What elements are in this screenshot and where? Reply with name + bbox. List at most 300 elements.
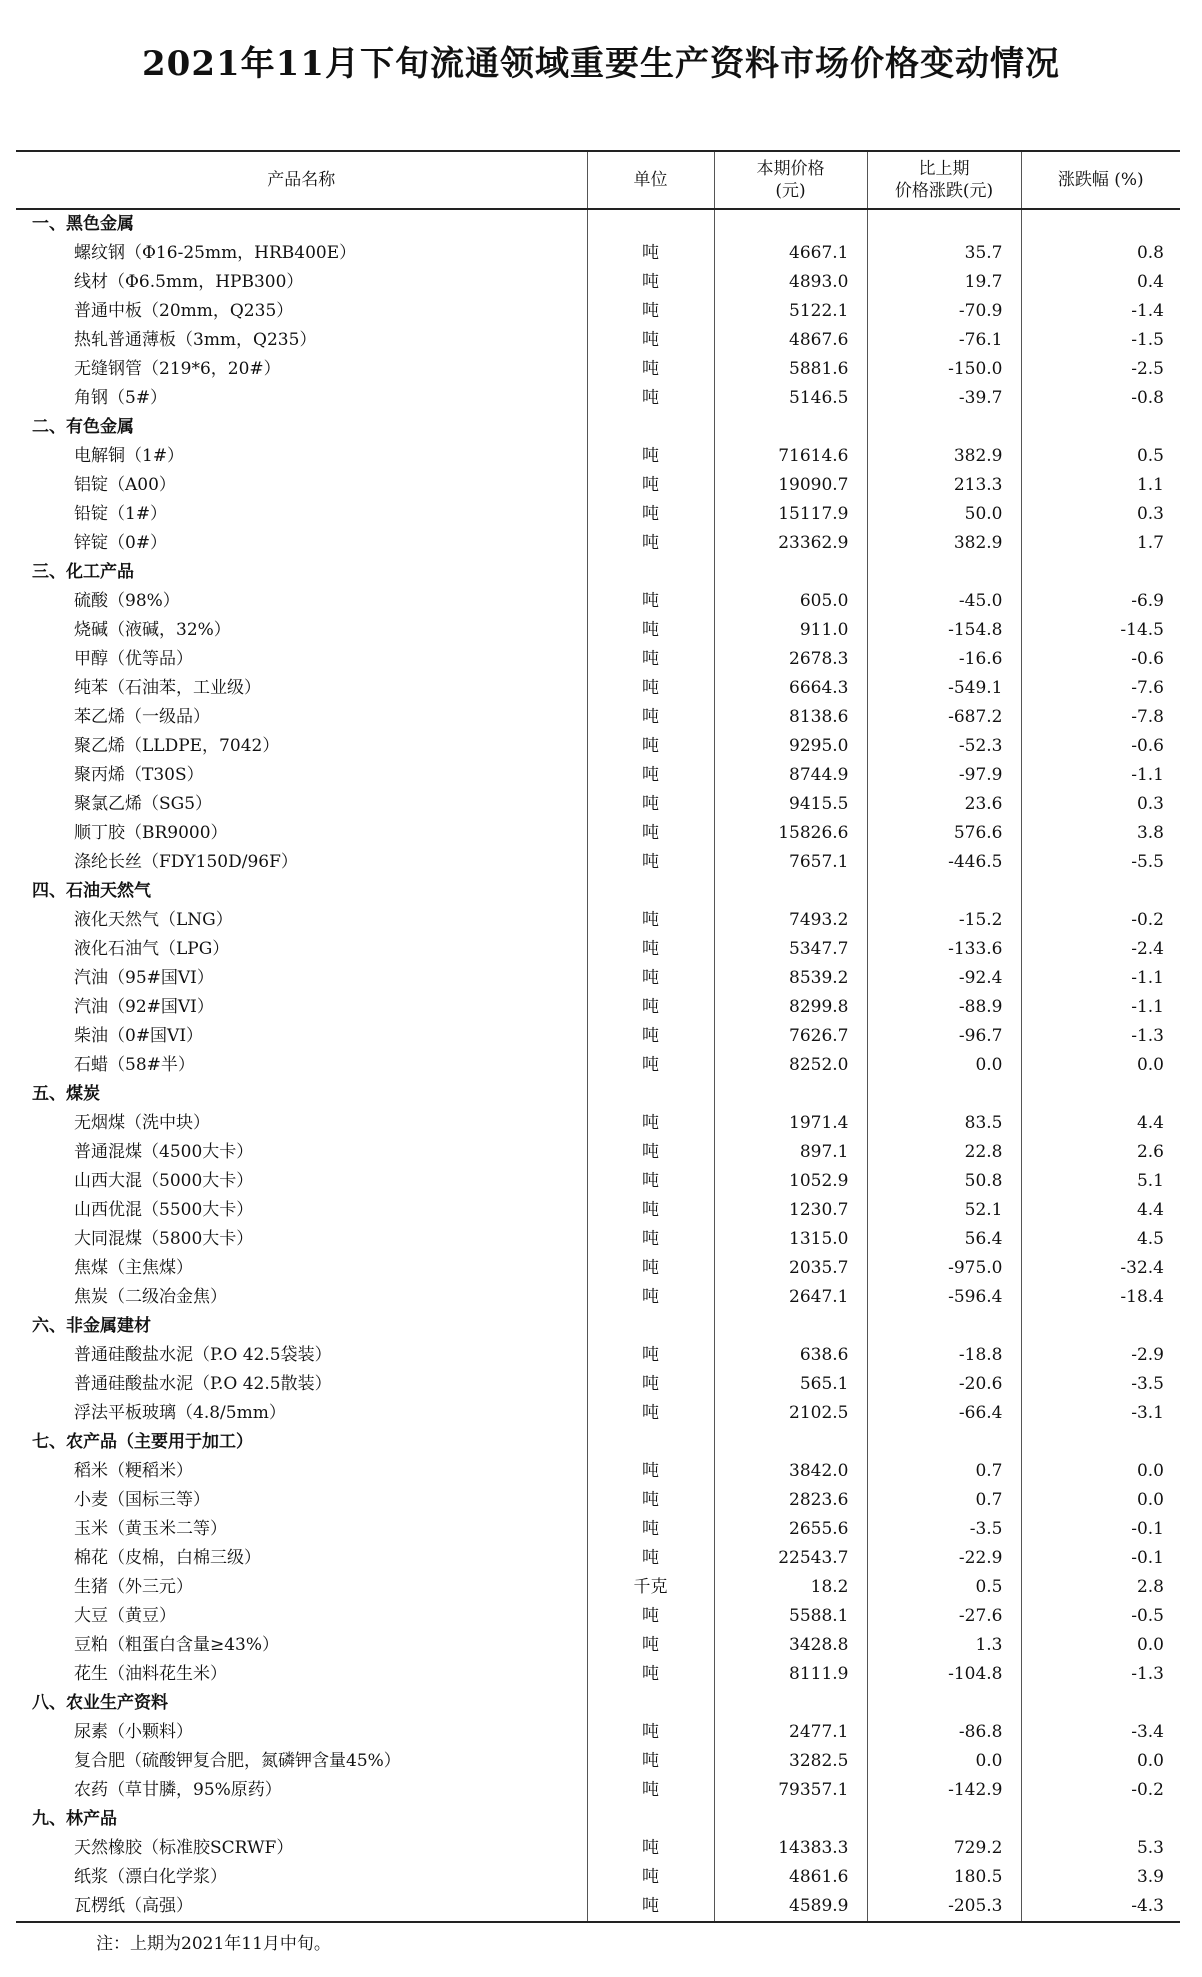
product-name-cell: 液化石油气（LPG） — [74, 939, 230, 959]
unit-cell — [587, 209, 714, 239]
product-name-cell: 普通混煤（4500大卡） — [74, 1142, 254, 1162]
table-row — [16, 790, 1180, 819]
product-name-cell: 焦煤（主焦煤） — [74, 1258, 193, 1278]
table-row — [16, 384, 1180, 413]
current-price-cell: 8111.9 — [714, 1660, 867, 1689]
unit-cell: 吨 — [587, 616, 714, 645]
header-current-price-line2: (元) — [775, 181, 806, 201]
current-price-cell: 8252.0 — [714, 1051, 867, 1080]
category-name-cell: 七、农产品（主要用于加工） — [32, 1432, 253, 1452]
unit-cell: 吨 — [587, 587, 714, 616]
category-row — [16, 1805, 1180, 1834]
price-change-cell: -18.8 — [867, 1341, 1021, 1370]
product-name-cell: 石蜡（58#半） — [74, 1055, 195, 1075]
current-price-cell: 4893.0 — [714, 268, 867, 297]
unit-cell: 吨 — [587, 297, 714, 326]
header-change-percent: 涨跌幅 (%) — [1021, 151, 1180, 209]
change-percent-cell — [1021, 1312, 1180, 1341]
unit-cell — [587, 558, 714, 587]
price-change-cell: -15.2 — [867, 906, 1021, 935]
current-price-cell: 8744.9 — [714, 761, 867, 790]
unit-cell: 吨 — [587, 935, 714, 964]
unit-cell: 吨 — [587, 1167, 714, 1196]
product-name-cell: 无烟煤（洗中块） — [74, 1113, 210, 1133]
table-row — [16, 732, 1180, 761]
table-row — [16, 1225, 1180, 1254]
unit-cell: 吨 — [587, 790, 714, 819]
price-change-cell — [867, 877, 1021, 906]
product-name-cell: 小麦（国标三等） — [74, 1490, 210, 1510]
table-row — [16, 848, 1180, 877]
category-name-cell: 九、林产品 — [32, 1809, 117, 1829]
product-name-cell: 热轧普通薄板（3mm，Q235） — [74, 330, 317, 350]
table-row — [16, 1747, 1180, 1776]
unit-cell — [587, 1080, 714, 1109]
price-change-cell: -596.4 — [867, 1283, 1021, 1312]
price-change-cell: -205.3 — [867, 1892, 1021, 1922]
price-change-cell: -20.6 — [867, 1370, 1021, 1399]
table-row — [16, 906, 1180, 935]
unit-cell: 吨 — [587, 384, 714, 413]
unit-cell: 吨 — [587, 1051, 714, 1080]
change-percent-cell: -0.1 — [1021, 1544, 1180, 1573]
table-row — [16, 1283, 1180, 1312]
price-change-cell: 0.7 — [867, 1486, 1021, 1515]
current-price-cell: 1230.7 — [714, 1196, 867, 1225]
price-change-cell — [867, 1805, 1021, 1834]
price-change-cell: -22.9 — [867, 1544, 1021, 1573]
unit-cell: 吨 — [587, 239, 714, 268]
change-percent-cell: 0.0 — [1021, 1486, 1180, 1515]
unit-cell — [587, 1689, 714, 1718]
change-percent-cell: -3.4 — [1021, 1718, 1180, 1747]
change-percent-cell: -0.6 — [1021, 732, 1180, 761]
change-percent-cell: -1.4 — [1021, 297, 1180, 326]
current-price-cell: 3842.0 — [714, 1457, 867, 1486]
price-change-cell: 0.0 — [867, 1747, 1021, 1776]
category-name-cell: 四、石油天然气 — [32, 881, 151, 901]
product-name-cell: 玉米（黄玉米二等） — [74, 1519, 227, 1539]
table-row — [16, 1167, 1180, 1196]
table-row — [16, 471, 1180, 500]
unit-cell: 吨 — [587, 819, 714, 848]
price-change-cell: 0.5 — [867, 1573, 1021, 1602]
current-price-cell: 897.1 — [714, 1138, 867, 1167]
change-percent-cell: -7.8 — [1021, 703, 1180, 732]
change-percent-cell: -2.9 — [1021, 1341, 1180, 1370]
table-row — [16, 1370, 1180, 1399]
unit-cell: 吨 — [587, 761, 714, 790]
current-price-cell: 7657.1 — [714, 848, 867, 877]
change-percent-cell: 1.1 — [1021, 471, 1180, 500]
change-percent-cell: 2.6 — [1021, 1138, 1180, 1167]
price-change-cell: -446.5 — [867, 848, 1021, 877]
table-row — [16, 761, 1180, 790]
product-name-cell: 角钢（5#） — [74, 388, 168, 408]
page-title: 2021年11月下旬流通领域重要生产资料市场价格变动情况 — [142, 44, 1060, 84]
change-percent-cell: 4.5 — [1021, 1225, 1180, 1254]
price-change-cell: -142.9 — [867, 1776, 1021, 1805]
unit-cell: 吨 — [587, 1486, 714, 1515]
product-name-cell: 生猪（外三元） — [74, 1577, 193, 1597]
current-price-cell: 6664.3 — [714, 674, 867, 703]
price-table — [16, 150, 1180, 1923]
current-price-cell: 14383.3 — [714, 1834, 867, 1863]
change-percent-cell: 5.3 — [1021, 1834, 1180, 1863]
change-percent-cell: -3.5 — [1021, 1370, 1180, 1399]
unit-cell: 吨 — [587, 500, 714, 529]
price-change-cell: -549.1 — [867, 674, 1021, 703]
table-row — [16, 1341, 1180, 1370]
unit-cell: 吨 — [587, 1863, 714, 1892]
category-name-cell: 一、黑色金属 — [32, 214, 134, 234]
price-change-cell — [867, 1080, 1021, 1109]
price-change-cell: 382.9 — [867, 529, 1021, 558]
product-name-cell: 尿素（小颗料） — [74, 1722, 193, 1742]
price-change-cell: 19.7 — [867, 268, 1021, 297]
table-row — [16, 1718, 1180, 1747]
unit-cell: 吨 — [587, 1515, 714, 1544]
category-row — [16, 1428, 1180, 1457]
table-row — [16, 1834, 1180, 1863]
current-price-cell: 5588.1 — [714, 1602, 867, 1631]
unit-cell: 吨 — [587, 1631, 714, 1660]
unit-cell: 吨 — [587, 442, 714, 471]
header-current-price — [714, 151, 867, 209]
change-percent-cell: 3.9 — [1021, 1863, 1180, 1892]
current-price-cell: 5881.6 — [714, 355, 867, 384]
price-change-cell: 52.1 — [867, 1196, 1021, 1225]
table-row — [16, 1457, 1180, 1486]
change-percent-cell: -7.6 — [1021, 674, 1180, 703]
table-row — [16, 529, 1180, 558]
current-price-cell — [714, 558, 867, 587]
header-unit: 单位 — [587, 151, 714, 209]
change-percent-cell — [1021, 1428, 1180, 1457]
unit-cell: 吨 — [587, 326, 714, 355]
current-price-cell: 18.2 — [714, 1573, 867, 1602]
unit-cell — [587, 1428, 714, 1457]
change-percent-cell: -14.5 — [1021, 616, 1180, 645]
price-change-cell: -76.1 — [867, 326, 1021, 355]
price-change-cell — [867, 209, 1021, 239]
price-change-cell: 0.0 — [867, 1051, 1021, 1080]
price-change-cell: 180.5 — [867, 1863, 1021, 1892]
current-price-cell: 605.0 — [714, 587, 867, 616]
change-percent-cell: 0.5 — [1021, 442, 1180, 471]
unit-cell: 吨 — [587, 1399, 714, 1428]
price-change-cell — [867, 1312, 1021, 1341]
current-price-cell: 15826.6 — [714, 819, 867, 848]
unit-cell: 吨 — [587, 1660, 714, 1689]
product-name-cell: 线材（Φ6.5mm，HPB300） — [74, 272, 304, 292]
category-name-cell: 五、煤炭 — [32, 1084, 100, 1104]
product-name-cell: 山西优混（5500大卡） — [74, 1200, 254, 1220]
current-price-cell: 7626.7 — [714, 1022, 867, 1051]
table-row — [16, 1254, 1180, 1283]
current-price-cell — [714, 1805, 867, 1834]
category-row — [16, 877, 1180, 906]
change-percent-cell: -4.3 — [1021, 1892, 1180, 1922]
product-name-cell: 甲醇（优等品） — [74, 649, 193, 669]
product-name-cell: 顺丁胶（BR9000） — [74, 823, 228, 843]
unit-cell: 吨 — [587, 1718, 714, 1747]
unit-cell — [587, 877, 714, 906]
change-percent-cell: -1.3 — [1021, 1022, 1180, 1051]
price-change-cell — [867, 1428, 1021, 1457]
product-name-cell: 锌锭（0#） — [74, 533, 168, 553]
table-row — [16, 1515, 1180, 1544]
current-price-cell: 9415.5 — [714, 790, 867, 819]
table-row — [16, 239, 1180, 268]
unit-cell: 吨 — [587, 732, 714, 761]
table-row — [16, 1486, 1180, 1515]
price-change-cell: -52.3 — [867, 732, 1021, 761]
category-name-cell: 三、化工产品 — [32, 562, 134, 582]
table-row — [16, 268, 1180, 297]
header-current-price-line1: 本期价格 — [756, 159, 825, 179]
unit-cell: 吨 — [587, 993, 714, 1022]
unit-cell: 吨 — [587, 471, 714, 500]
change-percent-cell — [1021, 1080, 1180, 1109]
current-price-cell: 7493.2 — [714, 906, 867, 935]
current-price-cell: 19090.7 — [714, 471, 867, 500]
unit-cell: 吨 — [587, 1747, 714, 1776]
table-header — [16, 151, 1180, 209]
table-row — [16, 645, 1180, 674]
unit-cell: 吨 — [587, 1109, 714, 1138]
table-row — [16, 297, 1180, 326]
table-row — [16, 1399, 1180, 1428]
price-change-cell: -150.0 — [867, 355, 1021, 384]
unit-cell: 吨 — [587, 1544, 714, 1573]
product-name-cell: 大同混煤（5800大卡） — [74, 1229, 254, 1249]
table-row — [16, 1892, 1180, 1922]
change-percent-cell: -5.5 — [1021, 848, 1180, 877]
table-body — [16, 209, 1180, 1922]
table-row — [16, 1631, 1180, 1660]
unit-cell: 吨 — [587, 1457, 714, 1486]
change-percent-cell: 4.4 — [1021, 1196, 1180, 1225]
current-price-cell: 4867.6 — [714, 326, 867, 355]
current-price-cell: 1971.4 — [714, 1109, 867, 1138]
price-change-cell: -104.8 — [867, 1660, 1021, 1689]
table-row — [16, 587, 1180, 616]
current-price-cell: 4667.1 — [714, 239, 867, 268]
unit-cell: 吨 — [587, 674, 714, 703]
current-price-cell: 2823.6 — [714, 1486, 867, 1515]
current-price-cell: 638.6 — [714, 1341, 867, 1370]
product-name-cell: 硫酸（98%） — [74, 591, 180, 611]
price-change-cell: -92.4 — [867, 964, 1021, 993]
price-change-cell: -39.7 — [867, 384, 1021, 413]
unit-cell: 吨 — [587, 848, 714, 877]
category-row — [16, 209, 1180, 239]
table-row — [16, 1544, 1180, 1573]
header-product-name: 产品名称 — [16, 151, 587, 209]
current-price-cell — [714, 877, 867, 906]
unit-cell — [587, 413, 714, 442]
change-percent-cell: 0.0 — [1021, 1631, 1180, 1660]
unit-cell: 吨 — [587, 1370, 714, 1399]
current-price-cell: 3282.5 — [714, 1747, 867, 1776]
price-change-cell: 56.4 — [867, 1225, 1021, 1254]
price-change-cell: -975.0 — [867, 1254, 1021, 1283]
price-change-cell: 1.3 — [867, 1631, 1021, 1660]
change-percent-cell — [1021, 1689, 1180, 1718]
change-percent-cell: 3.8 — [1021, 819, 1180, 848]
current-price-cell: 5146.5 — [714, 384, 867, 413]
table-row — [16, 355, 1180, 384]
category-row — [16, 558, 1180, 587]
table-row — [16, 1022, 1180, 1051]
price-change-cell: 213.3 — [867, 471, 1021, 500]
current-price-cell — [714, 1312, 867, 1341]
table-row — [16, 993, 1180, 1022]
unit-cell: 千克 — [587, 1573, 714, 1602]
unit-cell: 吨 — [587, 355, 714, 384]
table-row — [16, 1573, 1180, 1602]
footnote: 注：上期为2021年11月中旬。 — [96, 1934, 331, 1954]
product-name-cell: 涤纶长丝（FDY150D/96F） — [74, 852, 298, 872]
table-row — [16, 1138, 1180, 1167]
change-percent-cell: -0.8 — [1021, 384, 1180, 413]
product-name-cell: 焦炭（二级冶金焦） — [74, 1287, 227, 1307]
product-name-cell: 农药（草甘膦，95%原药） — [74, 1780, 282, 1800]
unit-cell: 吨 — [587, 1138, 714, 1167]
current-price-cell: 9295.0 — [714, 732, 867, 761]
current-price-cell: 911.0 — [714, 616, 867, 645]
current-price-cell: 5347.7 — [714, 935, 867, 964]
current-price-cell: 4589.9 — [714, 1892, 867, 1922]
unit-cell: 吨 — [587, 1892, 714, 1922]
current-price-cell — [714, 1428, 867, 1457]
price-change-cell: 35.7 — [867, 239, 1021, 268]
price-change-cell: -154.8 — [867, 616, 1021, 645]
unit-cell: 吨 — [587, 1283, 714, 1312]
product-name-cell: 螺纹钢（Φ16-25mm，HRB400E） — [74, 243, 357, 263]
current-price-cell: 8299.8 — [714, 993, 867, 1022]
category-row — [16, 413, 1180, 442]
unit-cell — [587, 1805, 714, 1834]
price-change-cell: -86.8 — [867, 1718, 1021, 1747]
product-name-cell: 纸浆（漂白化学浆） — [74, 1867, 227, 1887]
product-name-cell: 稻米（粳稻米） — [74, 1461, 193, 1481]
unit-cell: 吨 — [587, 1254, 714, 1283]
table-row — [16, 1863, 1180, 1892]
price-change-cell: 382.9 — [867, 442, 1021, 471]
product-name-cell: 柴油（0#国VI） — [74, 1026, 204, 1046]
change-percent-cell: -0.5 — [1021, 1602, 1180, 1631]
price-change-cell: 83.5 — [867, 1109, 1021, 1138]
table-row — [16, 442, 1180, 471]
category-name-cell: 六、非金属建材 — [32, 1316, 151, 1336]
table-row — [16, 935, 1180, 964]
table-row — [16, 1602, 1180, 1631]
change-percent-cell: -3.1 — [1021, 1399, 1180, 1428]
current-price-cell: 79357.1 — [714, 1776, 867, 1805]
product-name-cell: 复合肥（硫酸钾复合肥，氮磷钾含量45%） — [74, 1751, 401, 1771]
product-name-cell: 天然橡胶（标准胶SCRWF） — [74, 1838, 294, 1858]
product-name-cell: 铅锭（1#） — [74, 504, 168, 524]
product-name-cell: 无缝钢管（219*6，20#） — [74, 359, 281, 379]
price-change-cell: 22.8 — [867, 1138, 1021, 1167]
product-name-cell: 液化天然气（LNG） — [74, 910, 233, 930]
price-change-cell: -3.5 — [867, 1515, 1021, 1544]
price-change-cell: -66.4 — [867, 1399, 1021, 1428]
change-percent-cell — [1021, 209, 1180, 239]
price-change-cell: -16.6 — [867, 645, 1021, 674]
unit-cell: 吨 — [587, 529, 714, 558]
table-row — [16, 500, 1180, 529]
change-percent-cell: -2.5 — [1021, 355, 1180, 384]
product-name-cell: 棉花（皮棉，白棉三级） — [74, 1548, 261, 1568]
product-name-cell: 纯苯（石油苯，工业级） — [74, 678, 261, 698]
price-change-cell: -88.9 — [867, 993, 1021, 1022]
unit-cell: 吨 — [587, 703, 714, 732]
category-name-cell: 八、农业生产资料 — [32, 1693, 168, 1713]
product-name-cell: 苯乙烯（一级品） — [74, 707, 210, 727]
change-percent-cell: -18.4 — [1021, 1283, 1180, 1312]
price-change-cell — [867, 558, 1021, 587]
change-percent-cell: 5.1 — [1021, 1167, 1180, 1196]
change-percent-cell: -2.4 — [1021, 935, 1180, 964]
change-percent-cell — [1021, 877, 1180, 906]
change-percent-cell: 0.4 — [1021, 268, 1180, 297]
product-name-cell: 普通硅酸盐水泥（P.O 42.5袋装） — [74, 1345, 332, 1365]
current-price-cell — [714, 1080, 867, 1109]
header-price-change-line2: 价格涨跌(元) — [894, 181, 994, 201]
price-change-cell: -687.2 — [867, 703, 1021, 732]
header-price-change-line1: 比上期 — [918, 159, 970, 179]
table-row — [16, 703, 1180, 732]
change-percent-cell: -1.1 — [1021, 993, 1180, 1022]
product-name-cell: 电解铜（1#） — [74, 446, 185, 466]
change-percent-cell: -6.9 — [1021, 587, 1180, 616]
change-percent-cell — [1021, 1805, 1180, 1834]
change-percent-cell: -1.3 — [1021, 1660, 1180, 1689]
unit-cell: 吨 — [587, 1196, 714, 1225]
current-price-cell: 15117.9 — [714, 500, 867, 529]
price-change-cell: 0.7 — [867, 1457, 1021, 1486]
category-name-cell: 二、有色金属 — [32, 417, 134, 437]
change-percent-cell: 0.0 — [1021, 1051, 1180, 1080]
table-row — [16, 1051, 1180, 1080]
price-change-cell: -133.6 — [867, 935, 1021, 964]
product-name-cell: 聚氯乙烯（SG5） — [74, 794, 213, 814]
current-price-cell — [714, 209, 867, 239]
unit-cell: 吨 — [587, 1834, 714, 1863]
current-price-cell: 565.1 — [714, 1370, 867, 1399]
change-percent-cell: 0.0 — [1021, 1747, 1180, 1776]
unit-cell: 吨 — [587, 1776, 714, 1805]
unit-cell — [587, 1312, 714, 1341]
table-row — [16, 674, 1180, 703]
change-percent-cell — [1021, 413, 1180, 442]
current-price-cell: 2035.7 — [714, 1254, 867, 1283]
current-price-cell: 2477.1 — [714, 1718, 867, 1747]
current-price-cell — [714, 413, 867, 442]
price-change-cell: 50.0 — [867, 500, 1021, 529]
change-percent-cell: -0.6 — [1021, 645, 1180, 674]
current-price-cell — [714, 1689, 867, 1718]
product-name-cell: 聚丙烯（T30S） — [74, 765, 204, 785]
change-percent-cell: 2.8 — [1021, 1573, 1180, 1602]
current-price-cell: 23362.9 — [714, 529, 867, 558]
product-name-cell: 聚乙烯（LLDPE，7042） — [74, 736, 280, 756]
product-name-cell: 瓦楞纸（高强） — [16, 1892, 587, 1922]
change-percent-cell: -1.1 — [1021, 964, 1180, 993]
